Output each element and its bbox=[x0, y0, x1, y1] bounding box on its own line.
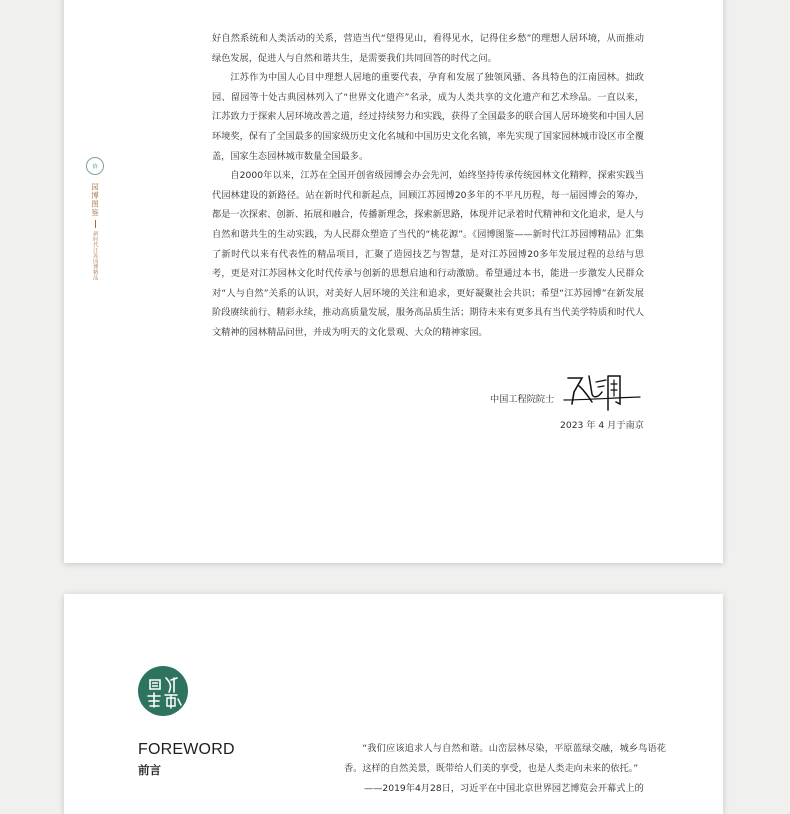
quote-text: “我们应该追求人与自然和谐。山峦层林尽染，平原蓝绿交融，城乡鸟语花香。这样的自然美景，既带给人们美的享受，也是人类走向未来的依托。” bbox=[344, 743, 666, 774]
handwritten-signature bbox=[562, 370, 642, 412]
side-title: 园博图鉴 bbox=[90, 183, 100, 217]
side-subtitle: 新时代江苏园博精品 bbox=[92, 231, 99, 281]
logo bbox=[138, 666, 188, 716]
foreword-quote bbox=[344, 739, 666, 779]
quote-source: ——2019年4月28日，习近平在中国北京世界园艺博览会开幕式上的 bbox=[364, 783, 644, 794]
paragraph: 江苏作为中国人心目中理想人居地的重要代表，孕育和发展了独领风骚、各具特色的江南园林。拙政园、留园等十处古典园林列入了“世界文化遗产”名录，成为人类共享的文化遗产和艺术珍品。一直以来，江苏致力于探索人居环境改善之道，经过持续努力和实践，获得了全国最多的联合国人居环境奖和中国人居环境奖，保有了全国最多的国家级历史文化名城和中国历史文化名镇，率先实现了国家园林城市设区市全覆盖，国家生态园林城市数量全国最多。 bbox=[212, 72, 644, 162]
signature-title: 中国工程院院士 bbox=[490, 394, 555, 405]
signature-date: 2023 年 4 月于南京 bbox=[560, 420, 644, 431]
side-divider bbox=[95, 220, 96, 228]
foreword-title-en: FOREWORD bbox=[138, 741, 235, 758]
side-label bbox=[86, 157, 106, 281]
body-text bbox=[212, 29, 644, 343]
foreword-title-cn: 前言 bbox=[138, 763, 161, 777]
signature-block bbox=[490, 370, 645, 414]
paragraph: 自2000年以来，江苏在全国开创省级园博会办会先河，始终坚持传承传统园林文化精粹，探索实践当代园林建设的新路径。站在新时代和新起点，回顾江苏园博20多年的不平凡历程，每一届园博会的筹办，都是一次探索、创新、拓展和融合，传播新理念，探索新思路，体现并记录着时代精神和文化追求，是人与自然和谐共生的生动实践，为人民群众塑造了当代的“桃花源”。《园博图鉴——新时代江苏园博精品》汇集了新时代以来有代表性的精品项目，汇聚了造园技艺与智慧，是对江苏园博20多年发展过程的总结与思考，更是对江苏园林文化时代传承与创新的思想启迪和行动激励。希望通过本书，能进一步激发人民群众对“人与自然”关系的认识，对美好人居环境的关注和追求，更好凝聚社会共识；希望“江苏园博”在新发展阶段赓续前行、精彩永续，推动高质量发展，服务高品质生活；期待未来有更多具有当代美学特质和时代人文精神的园林精品问世，并成为明天的文化景观、大众的精神家园。 bbox=[212, 170, 644, 338]
paragraph: 好自然系统和人类活动的关系，营造当代“望得见山，看得见水，记得住乡愁”的理想人居环境，从而推动绿色发展，促进人与自然和谐共生，是需要我们共同回答的时代之问。 bbox=[212, 33, 644, 64]
side-badge bbox=[86, 157, 104, 175]
side-badge-text: 拾 bbox=[92, 163, 98, 170]
